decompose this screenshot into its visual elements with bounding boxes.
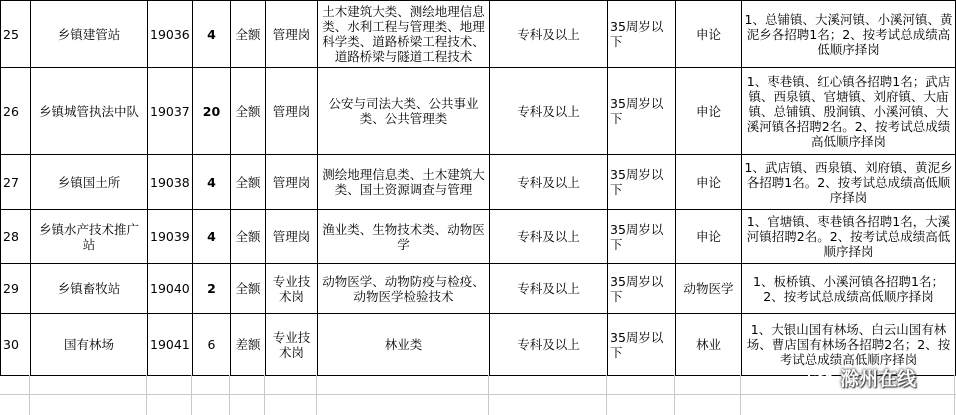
position-code-cell: 19039 [148,210,193,264]
education-requirement-cell: 专科及以上 [490,264,608,314]
position-code-cell: 19038 [148,155,193,210]
exam-subject-cell: 申论 [676,68,742,155]
remarks-cell: 1、官塘镇、枣巷镇各招聘1名，大溪河镇招聘2名。2、按考试总成绩高低顺序择岗 [742,210,956,264]
exam-subject-cell: 林业 [676,314,742,376]
education-requirement-cell: 专科及以上 [490,155,608,210]
unit-name-cell: 乡镇畜牧站 [31,264,148,314]
age-requirement-cell: 35周岁以下 [608,314,676,376]
wechat-icon [808,366,834,388]
education-requirement-cell: 专科及以上 [490,314,608,376]
post-type-cell: 专业技术岗 [266,314,318,376]
position-code-cell: 19040 [148,264,193,314]
education-requirement-cell: 专科及以上 [490,210,608,264]
age-requirement-cell: 35周岁以下 [608,264,676,314]
education-requirement-cell: 专科及以上 [490,1,608,68]
position-code-cell: 19037 [148,68,193,155]
exam-subject-cell: 申论 [676,155,742,210]
major-requirement-cell: 渔业类、生物技术类、动物医学 [318,210,490,264]
unit-name-cell: 国有林场 [31,314,148,376]
age-requirement-cell: 35周岁以下 [608,68,676,155]
unit-name-cell: 乡镇城管执法中队 [31,68,148,155]
unit-name-cell: 乡镇国土所 [31,155,148,210]
major-requirement-cell: 公安与司法大类、公共事业类、公共管理类 [318,68,490,155]
row-number-cell: 30 [1,314,31,376]
remarks-cell: 1、枣巷镇、红心镇各招聘1名；武店镇、西泉镇、官塘镇、刘府镇、大庙镇、总铺镇、殷涧镇、小溪河镇、大溪河镇各招聘2名。2、按考试总成绩高低顺序择岗 [742,68,956,155]
table-row [1,1,956,68]
row-number-cell: 26 [1,68,31,155]
post-type-cell: 专业技术岗 [266,264,318,314]
education-requirement-cell: 专科及以上 [490,68,608,155]
table-row [1,210,956,264]
hire-count-cell: 20 [193,68,231,155]
hire-count-cell: 6 [193,314,231,376]
position-code-cell: 19041 [148,314,193,376]
hire-count-cell: 4 [193,1,231,68]
age-requirement-cell: 35周岁以下 [608,210,676,264]
watermark-text: 滁州在线 [840,367,917,390]
remarks-cell: 1、武店镇、西泉镇、刘府镇、黄泥乡各招聘1名。2、按考试总成绩高低顺序择岗 [742,155,956,210]
row-number-cell: 27 [1,155,31,210]
funding-type-cell: 全额 [231,264,266,314]
unit-name-cell: 乡镇建管站 [31,1,148,68]
remarks-cell: 1、板桥镇、小溪河镇各招聘1名；2、按考试总成绩高低顺序择岗 [742,264,956,314]
age-requirement-cell: 35周岁以下 [608,1,676,68]
table-row [1,68,956,155]
hire-count-cell: 4 [193,155,231,210]
remarks-cell: 1、大银山国有林场、白云山国有林场、曹店国有林场各招聘2名；2、按考试总成绩高低顺序择岗 [742,314,956,376]
major-requirement-cell: 土木建筑大类、测绘地理信息类、水利工程与管理类、地理科学类、道路桥梁工程技术、道路桥梁与隧道工程技术 [318,1,490,68]
table-row [1,264,956,314]
hire-count-cell: 2 [193,264,231,314]
major-requirement-cell: 动物医学、动物防疫与检疫、动物医学检验技术 [318,264,490,314]
hire-count-cell: 4 [193,210,231,264]
funding-type-cell: 全额 [231,1,266,68]
post-type-cell: 管理岗 [266,1,318,68]
exam-subject-cell: 申论 [676,1,742,68]
row-number-cell: 28 [1,210,31,264]
major-requirement-cell: 测绘地理信息类、土木建筑大类、国土资源调查与管理 [318,155,490,210]
exam-subject-cell: 动物医学 [676,264,742,314]
remarks-cell: 1、总铺镇、大溪河镇、小溪河镇、黄泥乡各招聘1名；2、按考试总成绩高低顺序择岗 [742,1,956,68]
table-row [1,155,956,210]
exam-subject-cell: 申论 [676,210,742,264]
unit-name-cell: 乡镇水产技术推广站 [31,210,148,264]
post-type-cell: 管理岗 [266,210,318,264]
row-number-cell: 29 [1,264,31,314]
funding-type-cell: 差额 [231,314,266,376]
funding-type-cell: 全额 [231,155,266,210]
funding-type-cell: 全额 [231,68,266,155]
post-type-cell: 管理岗 [266,155,318,210]
post-type-cell: 管理岗 [266,68,318,155]
row-number-cell: 25 [1,1,31,68]
major-requirement-cell: 林业类 [318,314,490,376]
position-code-cell: 19036 [148,1,193,68]
watermark [808,360,916,394]
funding-type-cell: 全额 [231,210,266,264]
age-requirement-cell: 35周岁以下 [608,155,676,210]
